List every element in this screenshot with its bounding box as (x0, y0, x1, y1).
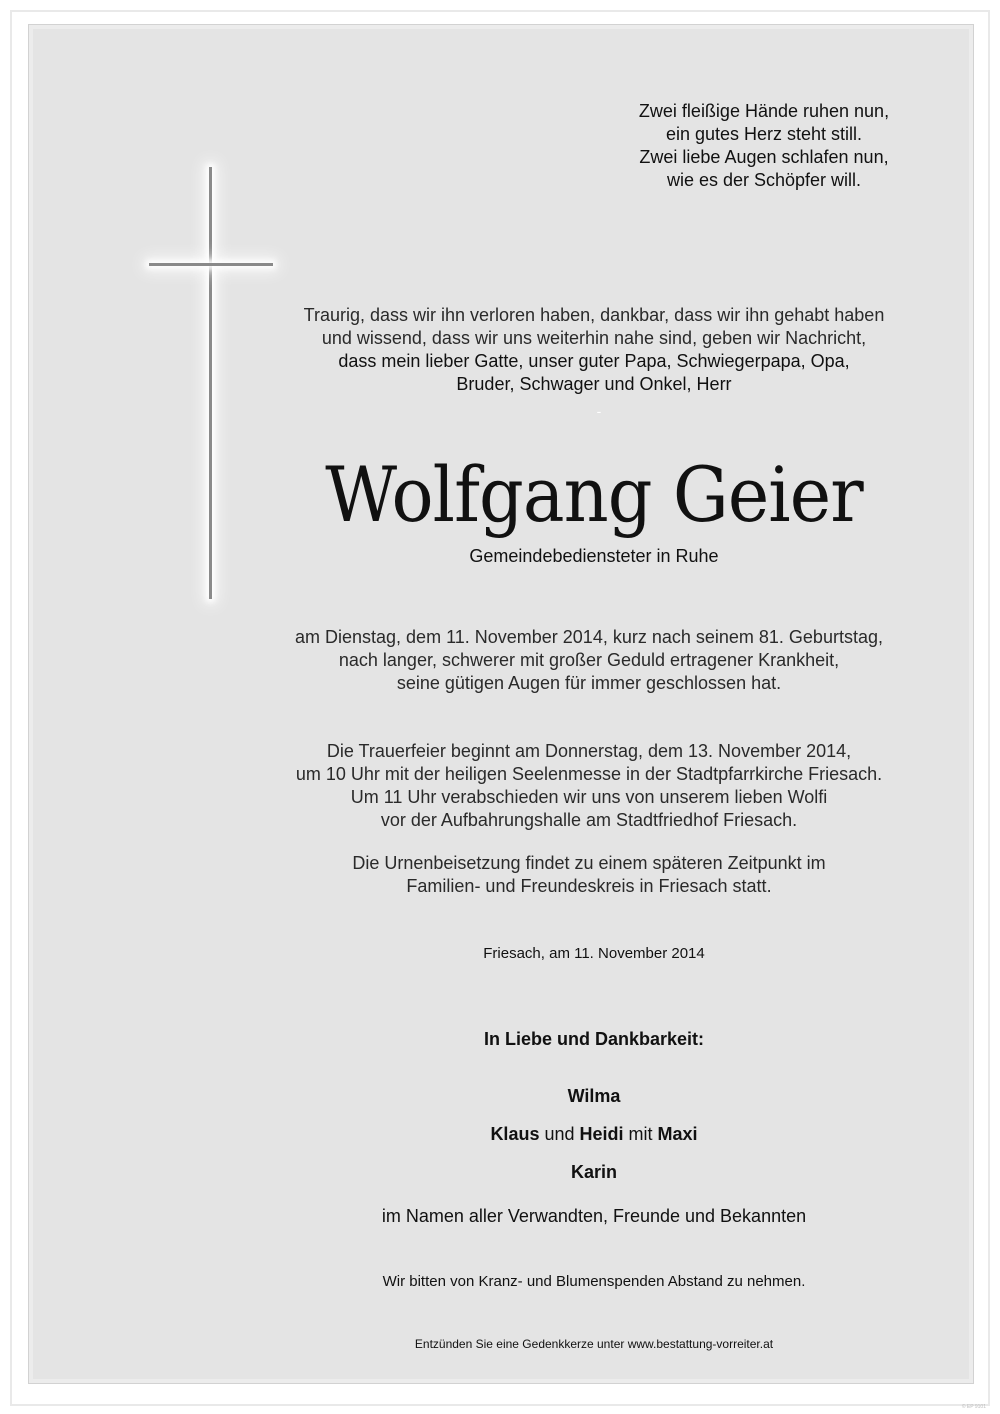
place-date: Friesach, am 11. November 2014 (483, 945, 705, 962)
family-name: Heidi (579, 1124, 624, 1144)
family-connector: und (539, 1124, 580, 1144)
deceased-role: Gemeindebediensteter in Ruhe (469, 546, 719, 566)
death-notice-line: am Dienstag, dem 11. November 2014, kurz nach seinem 81. Geburtstag, (295, 627, 883, 647)
memorial-candle-note: Entzünden Sie eine Gedenkkerze unter www.bestattung-vorreiter.at (414, 1337, 774, 1351)
family-connector: mit (623, 1124, 658, 1144)
donation-request: Wir bitten von Kranz- und Blumenspenden Abstand zu nehmen. (382, 1273, 806, 1290)
funeral-line: um 10 Uhr mit der heiligen Seelenmesse in der Stadtpfarrkirche Friesach. (295, 764, 883, 784)
family-karin (229, 1161, 959, 1184)
family-wilma (229, 1085, 959, 1108)
on-behalf-text: im Namen aller Verwandten, Freunde und Bekannten (381, 1206, 807, 1226)
poem-line: Zwei fleißige Hände ruhen nun, (638, 101, 890, 121)
urn-line: Die Urnenbeisetzung findet zu einem späteren Zeitpunkt im (352, 853, 826, 873)
intro-line: und wissend, dass wir uns weiterhin nahe sind, geben wir Nachricht, (321, 328, 867, 348)
cross-vertical-beam (209, 167, 212, 599)
funeral-info (219, 740, 959, 832)
death-notice (219, 626, 959, 695)
poem-line: ein gutes Herz steht still. (665, 124, 863, 144)
urn-line: Familien- und Freundeskreis in Friesach statt. (406, 876, 772, 896)
funeral-line: Die Trauerfeier beginnt am Donnerstag, dem 13. November 2014, (326, 741, 852, 761)
intro-line: Bruder, Schwager und Onkel, Herr (456, 374, 732, 394)
poem-line: wie es der Schöpfer will. (666, 170, 862, 190)
funeral-line: vor der Aufbahrungshalle am Stadtfriedhof Friesach. (380, 810, 798, 830)
intro-line: dass mein lieber Gatte, unser guter Papa, Schwiegerpapa, Opa, (338, 351, 850, 371)
family-name: Karin (570, 1162, 617, 1182)
family-name: Maxi (657, 1124, 698, 1144)
footer-mark: © EP 9101 (961, 1404, 986, 1410)
family-name: Wilma (567, 1086, 621, 1106)
separator-dash: - (596, 403, 602, 419)
family-klaus-heidi-maxi (229, 1123, 959, 1146)
death-notice-line: nach langer, schwerer mit großer Geduld ertragener Krankheit, (338, 650, 840, 670)
poem-line: Zwei liebe Augen schlafen nun, (639, 147, 889, 167)
death-notice-line: seine gütigen Augen für immer geschlossen hat. (396, 673, 782, 693)
obituary-card (28, 24, 974, 1384)
family-name: Klaus (490, 1124, 540, 1144)
intro-text (229, 304, 959, 396)
cross-horizontal-beam (149, 263, 273, 266)
urn-info (219, 852, 959, 898)
love-heading: In Liebe und Dankbarkeit: (483, 1029, 705, 1049)
poem (569, 100, 959, 192)
intro-line: Traurig, dass wir ihn verloren haben, dankbar, dass wir ihn gehabt haben (303, 305, 885, 325)
deceased-name: Wolfgang Geier (325, 450, 863, 539)
funeral-line: Um 11 Uhr verabschieden wir uns von unserem lieben Wolfi (350, 787, 828, 807)
